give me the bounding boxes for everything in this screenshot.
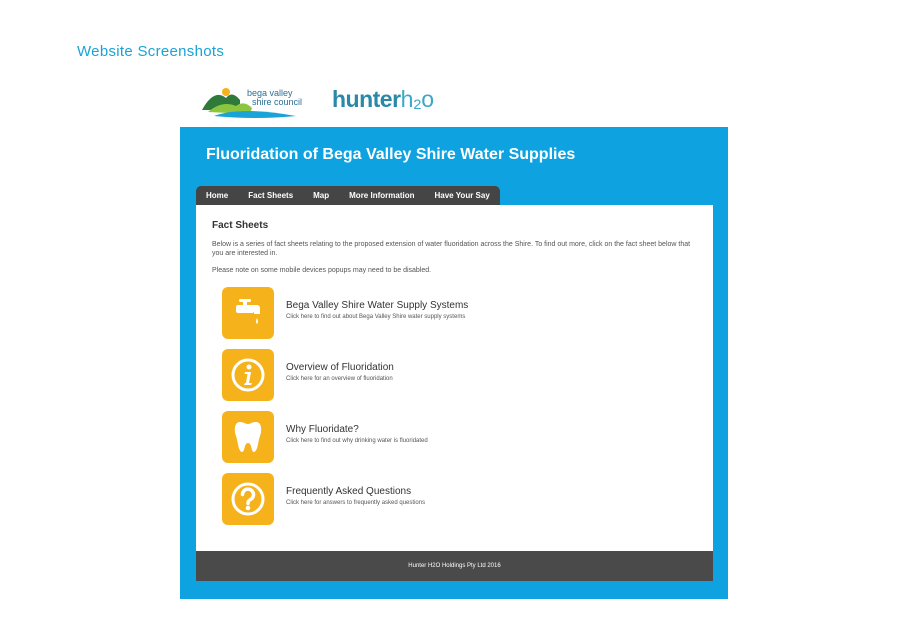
- fact-sheet-subtitle: Click here for answers to frequently asked questions: [286, 500, 426, 506]
- fact-sheet-overview[interactable]: [222, 349, 572, 401]
- bega-valley-logo: [200, 80, 320, 124]
- nav-map[interactable]: Map: [313, 191, 330, 200]
- question-icon: [222, 473, 274, 525]
- site-footer: [196, 551, 713, 581]
- nav-have-your-say[interactable]: Have Your Say: [434, 191, 490, 200]
- nav-fact-sheets[interactable]: Fact Sheets: [248, 191, 294, 200]
- hunter-h2o-logo: hunterh₂o: [332, 86, 434, 112]
- page-heading: Website Screenshots: [77, 43, 225, 60]
- tap-icon: [222, 287, 274, 339]
- tooth-icon: [222, 411, 274, 463]
- fact-sheet-water-supply[interactable]: [222, 287, 572, 339]
- content-title: Fact Sheets: [212, 220, 269, 231]
- fact-sheet-title: Frequently Asked Questions: [286, 486, 412, 497]
- nav-home[interactable]: Home: [206, 191, 229, 200]
- fact-sheet-faq[interactable]: [222, 473, 572, 525]
- footer-copyright: Hunter H2O Holdings Pty Ltd 2016: [408, 563, 501, 569]
- fact-sheet-title: Bega Valley Shire Water Supply Systems: [286, 300, 469, 311]
- info-icon: [222, 349, 274, 401]
- main-nav: [196, 186, 500, 205]
- fact-sheet-title: Overview of Fluoridation: [286, 362, 394, 373]
- site-title: Fluoridation of Bega Valley Shire Water Supplies: [206, 146, 576, 163]
- nav-more-information[interactable]: More Information: [349, 191, 415, 200]
- website-frame: [180, 127, 728, 599]
- popup-note: Please note on some mobile devices popups may need to be disabled.: [212, 267, 432, 274]
- partner-logos: [200, 80, 460, 124]
- fact-sheet-subtitle: Click here to find out about Bega Valley Shire water supply systems: [286, 314, 466, 320]
- intro-text: Below is a series of fact sheets relating to the proposed extension of water fluoridation across the Shire. To find out more, click on the fact sheet below that you are interested in.: [212, 241, 691, 257]
- fact-sheet-subtitle: Click here for an overview of fluoridation: [286, 376, 393, 382]
- bega-logo-text: bega valley shire council: [247, 88, 303, 107]
- fact-sheet-subtitle: Click here to find out why drinking water is fluoridated: [286, 438, 428, 444]
- fact-sheet-why-fluoridate[interactable]: [222, 411, 572, 463]
- fact-sheet-title: Why Fluoridate?: [286, 424, 359, 435]
- content-panel: [196, 205, 713, 551]
